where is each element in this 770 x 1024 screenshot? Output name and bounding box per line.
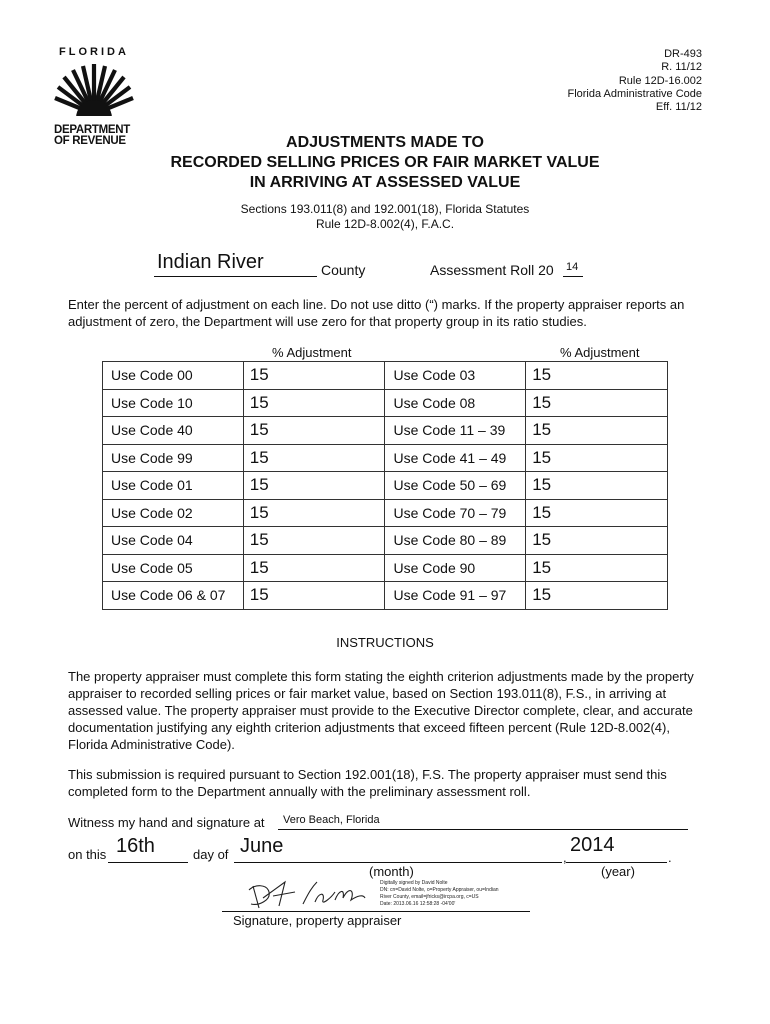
table-row bbox=[103, 389, 668, 417]
table-row bbox=[103, 499, 668, 527]
table-row bbox=[103, 554, 668, 582]
month-field[interactable]: June bbox=[240, 835, 284, 857]
use-code-label: Use Code 90 bbox=[385, 554, 526, 582]
use-code-label: Use Code 06 & 07 bbox=[103, 582, 244, 610]
adjustment-field[interactable]: 15 bbox=[243, 362, 385, 390]
use-code-label: Use Code 02 bbox=[103, 499, 244, 527]
day-underline bbox=[108, 862, 188, 863]
use-code-label: Use Code 91 – 97 bbox=[385, 582, 526, 610]
use-code-label: Use Code 03 bbox=[385, 362, 526, 390]
use-code-label: Use Code 10 bbox=[103, 389, 244, 417]
use-code-label: Use Code 00 bbox=[103, 362, 244, 390]
instructions-heading: INSTRUCTIONS bbox=[336, 635, 434, 650]
table-row bbox=[103, 444, 668, 472]
use-code-label: Use Code 04 bbox=[103, 527, 244, 555]
witness-location-field[interactable]: Vero Beach, Florida bbox=[283, 814, 380, 826]
title-line-3: IN ARRIVING AT ASSESSED VALUE bbox=[249, 174, 521, 191]
use-code-table bbox=[102, 361, 668, 610]
year-underline bbox=[566, 862, 667, 863]
on-this-label: on this bbox=[68, 847, 107, 862]
use-code-label: Use Code 40 bbox=[103, 417, 244, 445]
adjustment-field[interactable]: 15 bbox=[526, 582, 668, 610]
adjustment-field[interactable]: 15 bbox=[243, 472, 385, 500]
table-row bbox=[103, 582, 668, 610]
county-field[interactable]: Indian River bbox=[157, 251, 264, 273]
use-code-label: Use Code 05 bbox=[103, 554, 244, 582]
title-line-2: RECORDED SELLING PRICES OR FAIR MARKET VALUE bbox=[170, 154, 600, 171]
year-field[interactable]: 2014 bbox=[570, 834, 615, 856]
month-caption: (month) bbox=[369, 864, 414, 879]
adjustment-field[interactable]: 15 bbox=[243, 499, 385, 527]
page-title bbox=[0, 133, 770, 193]
witness-label: Witness my hand and signature at bbox=[68, 815, 265, 830]
digsig-line-1: Digitally signed by David Nolte bbox=[380, 880, 448, 886]
use-code-label: Use Code 08 bbox=[385, 389, 526, 417]
digsig-line-4: Date: 2013.06.16 12:58:28 -04'00' bbox=[380, 901, 456, 907]
form-identifier bbox=[567, 48, 702, 114]
title-line-1: ADJUSTMENTS MADE TO bbox=[286, 134, 484, 151]
table-row bbox=[103, 472, 668, 500]
adjustment-field[interactable]: 15 bbox=[243, 554, 385, 582]
signature-caption: Signature, property appraiser bbox=[233, 913, 402, 928]
adjustment-field[interactable]: 15 bbox=[526, 527, 668, 555]
adjustment-field[interactable]: 15 bbox=[526, 362, 668, 390]
logo-dept-line2: OF REVENUE bbox=[54, 135, 126, 147]
digital-signature-info bbox=[380, 880, 540, 908]
logo-state-text: FLORIDA bbox=[59, 46, 129, 58]
adjustment-field[interactable]: 15 bbox=[526, 554, 668, 582]
adjustment-field[interactable]: 15 bbox=[526, 472, 668, 500]
roll-year-underline bbox=[563, 276, 583, 277]
adjustment-field[interactable]: 15 bbox=[243, 582, 385, 610]
adjustment-field[interactable]: 15 bbox=[526, 417, 668, 445]
logo-dept-line1: DEPARTMENT bbox=[54, 124, 131, 136]
county-label: County bbox=[321, 262, 366, 278]
county-underline bbox=[154, 276, 317, 277]
use-code-label: Use Code 01 bbox=[103, 472, 244, 500]
form-number: DR-493 bbox=[664, 48, 702, 60]
rule-line: Rule 12D-8.002(4), F.A.C. bbox=[315, 217, 455, 231]
table-row bbox=[103, 527, 668, 555]
assessment-roll-label: Assessment Roll 20 bbox=[430, 262, 554, 278]
statute-references bbox=[0, 202, 770, 232]
table-row bbox=[103, 362, 668, 390]
use-code-label: Use Code 11 – 39 bbox=[385, 417, 526, 445]
pct-adjustment-header-left: % Adjustment bbox=[272, 345, 352, 360]
use-code-label: Use Code 70 – 79 bbox=[385, 499, 526, 527]
instructions-paragraph-2: This submission is required pursuant to Section 192.001(18), F.S. The property appraiser must send this completed form to the Department annually with the preliminary assessment roll. bbox=[68, 767, 667, 799]
form-rule: Rule 12D-16.002 bbox=[618, 74, 702, 87]
adjustment-field[interactable]: 15 bbox=[526, 499, 668, 527]
form-code: Florida Administrative Code bbox=[567, 87, 702, 100]
use-code-label: Use Code 80 – 89 bbox=[385, 527, 526, 555]
date-period: . bbox=[668, 850, 672, 865]
pct-adjustment-header-right: % Adjustment bbox=[560, 345, 640, 360]
assessment-roll-year-field[interactable]: 14 bbox=[566, 261, 579, 273]
dor-logo bbox=[54, 46, 134, 147]
adjustment-field[interactable]: 15 bbox=[243, 389, 385, 417]
adjustment-field[interactable]: 15 bbox=[526, 444, 668, 472]
witness-underline bbox=[278, 829, 688, 830]
adjustment-field[interactable]: 15 bbox=[243, 417, 385, 445]
month-underline bbox=[234, 862, 562, 863]
intro-instructions: Enter the percent of adjustment on each line. Do not use ditto (“) marks. If the property appraiser reports an adjustment of zero, the Department will use zero for that property group in its ratio studies. bbox=[68, 297, 685, 329]
form-effective: Eff. 11/12 bbox=[655, 101, 702, 114]
year-caption: (year) bbox=[601, 864, 635, 879]
adjustment-field[interactable]: 15 bbox=[243, 527, 385, 555]
instructions-paragraph-1: The property appraiser must complete this form stating the eighth criterion adjustments made by the property appraiser to recorded selling prices or fair market value, based on Section 193.011(8), F.S., in arriving at assessed value. The property appraiser must provide to the Executive Director complete, clear, and accurate documentation justifying any eighth criterion adjustments that exceed fifteen percent (Rule 12D-8.002(4), Florida Administrative Code). bbox=[68, 669, 694, 752]
adjustment-field[interactable]: 15 bbox=[526, 389, 668, 417]
date-comma: , bbox=[563, 850, 567, 865]
statutes-line: Sections 193.011(8) and 192.001(18), Florida Statutes bbox=[240, 202, 530, 216]
table-row bbox=[103, 417, 668, 445]
digsig-line-2: DN: cn=David Nolte, o=Property Appraiser, ou=Indian bbox=[380, 887, 499, 893]
sunburst-icon bbox=[54, 58, 134, 120]
day-field[interactable]: 16th bbox=[116, 835, 155, 857]
use-code-label: Use Code 50 – 69 bbox=[385, 472, 526, 500]
day-of-label: day of bbox=[193, 847, 229, 862]
handwritten-signature bbox=[245, 878, 370, 912]
adjustment-field[interactable]: 15 bbox=[243, 444, 385, 472]
signature-underline bbox=[222, 911, 530, 912]
use-code-label: Use Code 99 bbox=[103, 444, 244, 472]
digsig-line-3: River County, email=jfricks@ircpa.org, c=US bbox=[380, 894, 479, 900]
form-revision: R. 11/12 bbox=[661, 61, 702, 74]
use-code-label: Use Code 41 – 49 bbox=[385, 444, 526, 472]
